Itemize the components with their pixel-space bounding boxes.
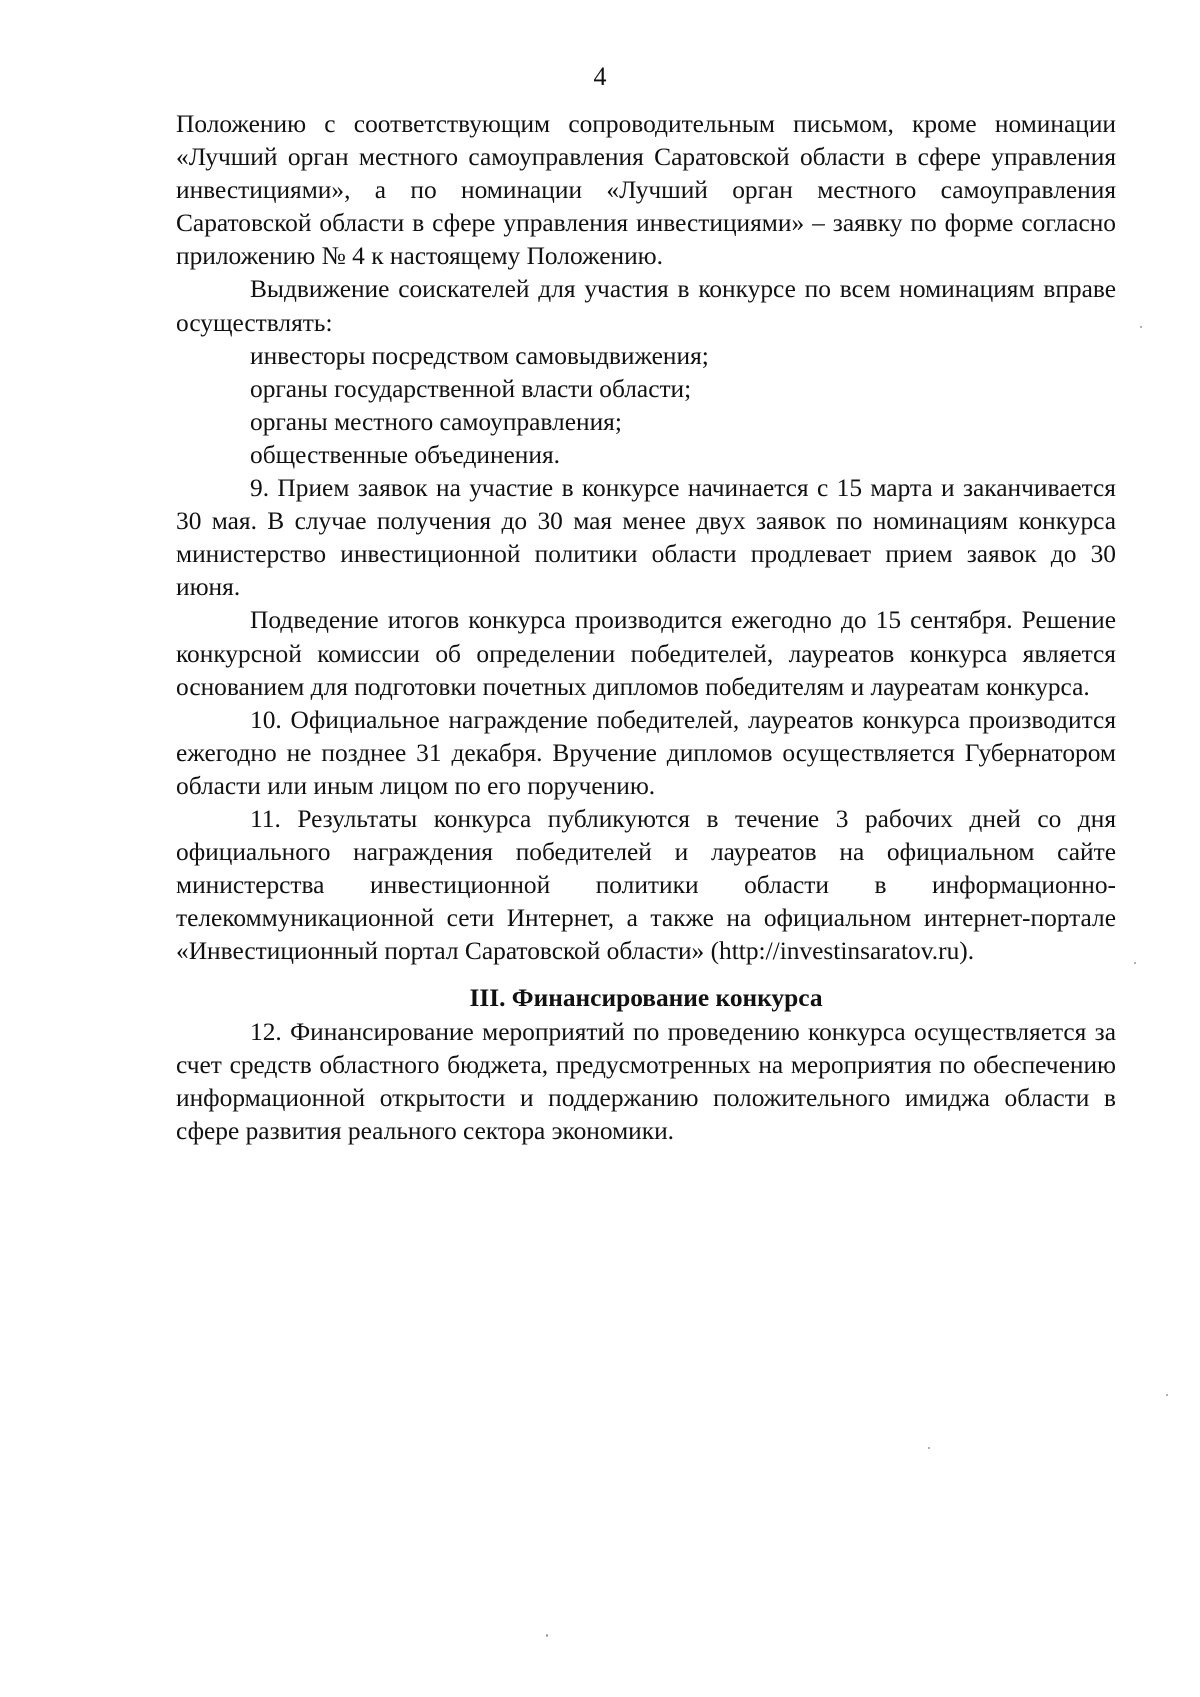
paragraph-continuation: Положению с соответствующим сопроводительным письмом, кроме номинации «Лучший орган местного самоуправления Саратовской области в сфере управления инвестициями», а по номинации «Лучший орган местного самоуправления Саратовской области в сфере управления инвестициями» – заявку по форме согласно приложению № 4 к настоящему Положению. <box>176 110 1116 271</box>
section-heading: III. Финансирование конкурса <box>469 984 823 1013</box>
list-item: органы государственной власти области; <box>250 374 692 403</box>
list-item: органы местного самоуправления; <box>250 407 622 436</box>
list-item: инвесторы посредством самовыдвижения; <box>250 341 709 370</box>
scan-speck <box>1134 962 1136 964</box>
paragraph-nomination-intro: Выдвижение соискателей для участия в конкурсе по всем номинациям вправе осуществлять: <box>176 275 1116 337</box>
scan-speck <box>1166 1394 1168 1396</box>
paragraph-item-9: 9. Прием заявок на участие в конкурсе начинается с 15 марта и заканчивается 30 мая. В случае получения до 30 мая менее двух заявок по номинациям конкурса министерство инвестиционной политики области продлевает прием заявок до 30 июня. <box>176 474 1116 602</box>
paragraph-results-summary: Подведение итогов конкурса производится ежегодно до 15 сентября. Решение конкурсной комиссии об определении победителей, лауреатов конкурса является основанием для подготовки почетных дипломов победителям и лауреатам конкурса. <box>176 606 1116 701</box>
scan-speck <box>1140 326 1142 328</box>
scan-speck <box>928 1447 930 1449</box>
paragraph-item-10: 10. Официальное награждение победителей, лауреатов конкурса производится ежегодно не позднее 31 декабря. Вручение дипломов осуществляется Губернатором области или иным лицом по его поручению. <box>176 705 1116 800</box>
document-body <box>176 108 1116 1148</box>
paragraph-item-12: 12. Финансирование мероприятий по проведению конкурса осуществляется за счет средств областного бюджета, предусмотренных на мероприятия по обеспечению информационной открытости и поддержанию положительного имиджа области в сфере развития реального сектора экономики. <box>176 1017 1116 1145</box>
scan-speck <box>546 1634 548 1637</box>
nominators-list <box>176 340 1116 472</box>
paragraph-item-11: 11. Результаты конкурса публикуются в течение 3 рабочих дней со дня официального награждения победителей и лауреатов на официальном сайте министерства инвестиционной политики области в информационно-телекоммуникационной сети Интернет, а также на официальном интернет-портале «Инвестиционный портал Саратовской области» (http://investinsaratov.ru). <box>176 804 1116 966</box>
list-item: общественные объединения. <box>250 440 561 469</box>
page-number: 4 <box>593 62 607 91</box>
